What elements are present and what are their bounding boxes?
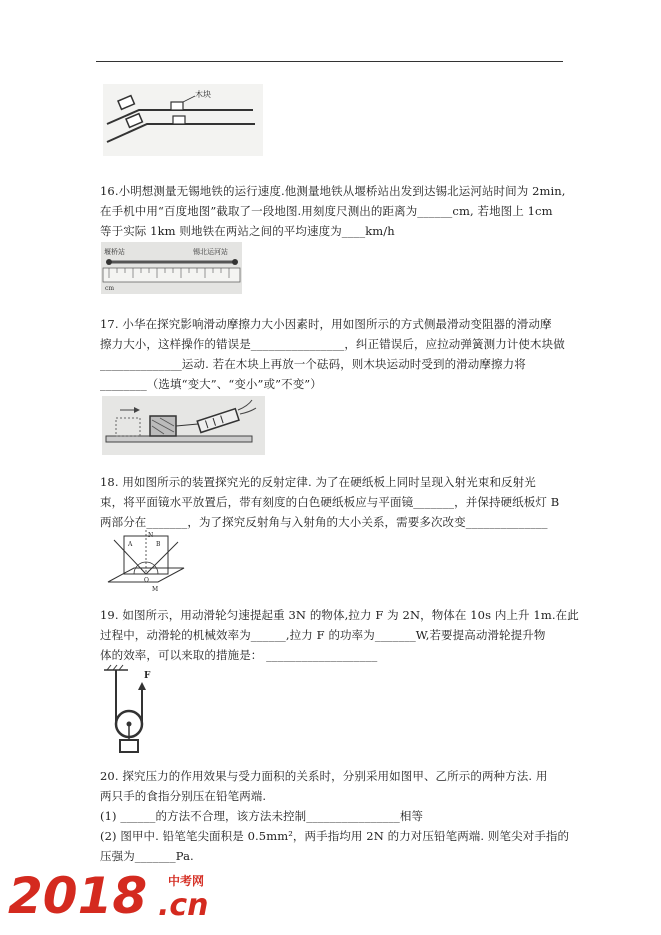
question-18 bbox=[100, 472, 568, 532]
site-logo-graphic bbox=[8, 863, 248, 923]
map-station-right: 锡北运河站 bbox=[193, 248, 228, 256]
q20-line: (1) ______的方法不合理，该方法未控制________________相等 bbox=[100, 809, 424, 823]
q19-line: 19. 如图所示，用动滑轮匀速提起重 3N 的物体,拉力 F 为 2N，物体在 10s 内上升 1m.在此 bbox=[100, 608, 579, 622]
q17-line: ________（选填“变大”、“变小”或”不变”） bbox=[100, 377, 322, 391]
label-b: B bbox=[156, 541, 161, 548]
ruler-diagram bbox=[101, 242, 242, 294]
q17-line: 17. 小华在探究影响滑动摩擦力大小因素时，用如图所示的方式侧最滑动变阻器的滑动摩 bbox=[100, 317, 552, 331]
header-rule bbox=[96, 61, 563, 62]
friction-diagram bbox=[102, 396, 265, 455]
question-17 bbox=[100, 314, 568, 394]
map-station-left: 堰桥站 bbox=[104, 248, 125, 256]
q20-line: 两只手的食指分别压在铅笔两端. bbox=[100, 789, 267, 803]
map-ruler-figure bbox=[101, 242, 242, 294]
reflection-figure bbox=[104, 530, 186, 594]
logo-tld: .cn bbox=[158, 888, 209, 923]
friction-figure bbox=[102, 396, 265, 455]
label-m: M bbox=[152, 586, 159, 593]
q17-line: 擦力大小，这样操作的错误是________________，纠正错误后，应拉动弹簧测力计使木块做 bbox=[100, 337, 565, 351]
logo-site-name: 中考网 bbox=[168, 874, 205, 888]
ramp-figure bbox=[103, 84, 263, 156]
logo-year: 2018 bbox=[8, 867, 148, 923]
ruler-unit: cm bbox=[105, 285, 115, 292]
question-19 bbox=[100, 605, 579, 665]
site-logo[interactable] bbox=[8, 863, 248, 923]
question-20 bbox=[100, 766, 568, 866]
block-label: 木块 bbox=[195, 90, 211, 99]
label-a: A bbox=[128, 541, 133, 548]
q16-line: 等于实际 1km 则地铁在两站之间的平均速度为____km/h bbox=[100, 224, 395, 238]
q18-line: 18. 用如图所示的装置探究光的反射定律. 为了在硬纸板上同时呈现入射光束和反射光 bbox=[100, 475, 536, 489]
pulley-figure bbox=[102, 664, 160, 760]
q16-line: 在手机中用“百度地图”截取了一段地图.用刻度尺测出的距离为______cm, 若地图上 1cm bbox=[100, 204, 553, 218]
q20-line: 20. 探究压力的作用效果与受力面积的关系时，分别采用如图甲、乙所示的两种方法. 用 bbox=[100, 769, 548, 783]
question-16 bbox=[100, 181, 568, 241]
pulley-diagram bbox=[102, 664, 160, 760]
q20-line: (2) 图甲中. 铅笔笔尖面积是 0.5mm²，两手指均用 2N 的力对压铅笔两端. 则笔尖对手指的 bbox=[100, 829, 570, 843]
q18-line: 两部分在_______，为了探究反射角与入射角的大小关系，需要多次改变______________ bbox=[100, 515, 548, 529]
label-o: O bbox=[144, 577, 149, 584]
reflection-diagram bbox=[104, 530, 186, 594]
label-n: N bbox=[148, 532, 154, 539]
q19-line: 体的效率，可以来取的措施是： ___________________ bbox=[100, 648, 378, 662]
q20-line: 压强为_______Pa. bbox=[100, 849, 194, 863]
q17-line: ______________运动. 若在木块上再放一个砝码，则木块运动时受到的滑动摩擦力将 bbox=[100, 357, 526, 371]
force-label: F bbox=[144, 671, 151, 681]
q18-line: 束，将平面镜水平放置后，带有刻度的白色硬纸板应与平面镜_______，并保持硬纸板灯 B bbox=[100, 495, 560, 509]
q19-line: 过程中，动滑轮的机械效率为______,拉力 F 的功率为_______W,若要提高动滑轮提升物 bbox=[100, 628, 546, 642]
ramp-diagram bbox=[103, 84, 263, 156]
q16-line: 16.小明想测量无锡地铁的运行速度.他测量地铁从堰桥站出发到达锡北运河站时间为 2min, bbox=[100, 184, 566, 198]
